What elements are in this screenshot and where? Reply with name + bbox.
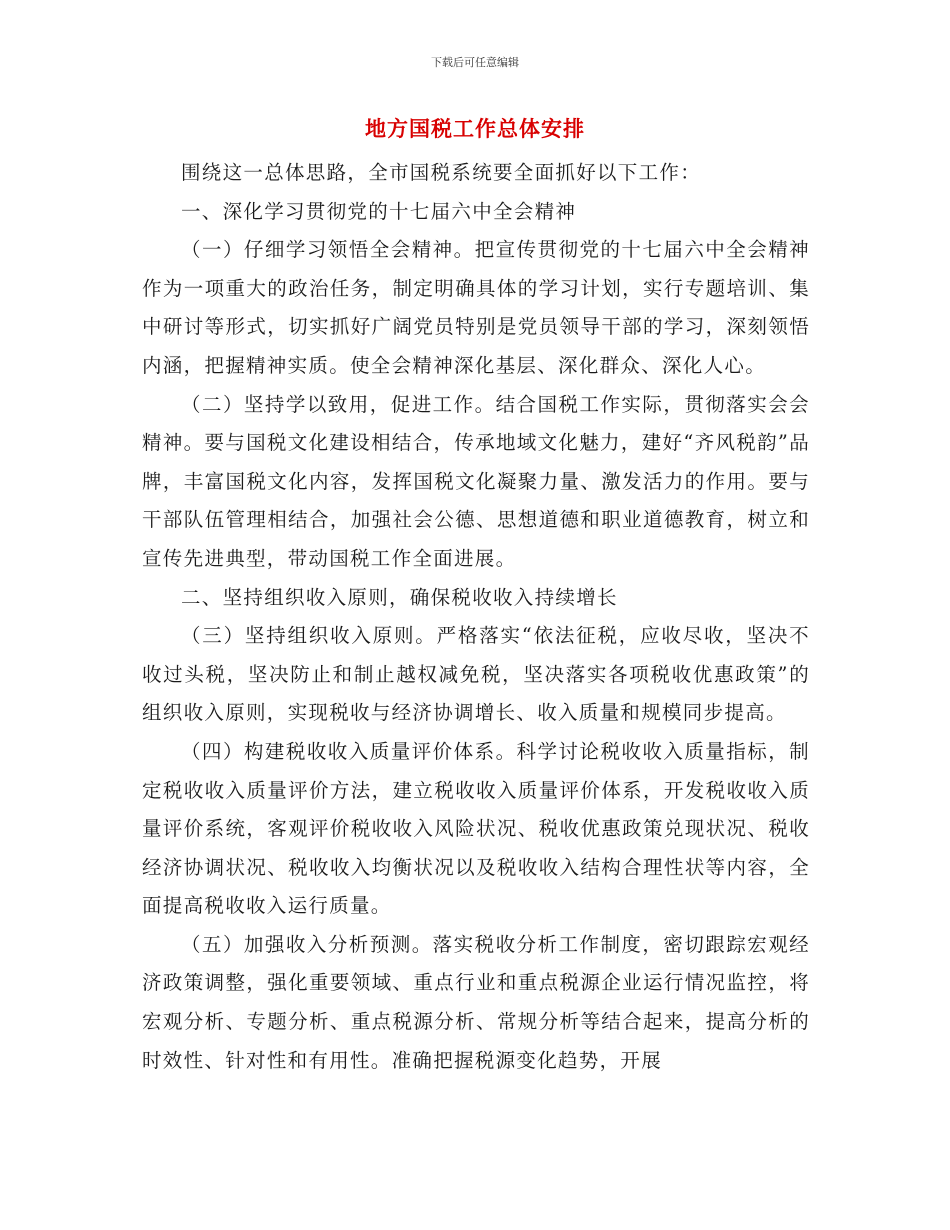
paragraph-item-3: （三）坚持组织收入原则。严格落实“依法征税，应收尽收，坚决不收过头税，坚决防止和制止越权减免税，坚决落实各项税收优惠政策”的组织收入原则，实现税收与经济协调增长、收入质量和规模同步提高。 — [142, 624, 810, 725]
paragraph-item-2: （二）坚持学以致用，促进工作。结合国税工作实际，贯彻落实会会精神。要与国税文化建设相结合，传承地域文化魅力，建好“齐风税韵”品牌，丰富国税文化内容，发挥国税文化凝聚力量、激发活力的作用。要与干部队伍管理相结合，加强社会公德、思想道德和职业道德教育，树立和宣传先进典型，带动国税工作全面进展。 — [142, 392, 810, 570]
section-heading-2: 二、坚持组织收入原则，确保税收收入持续增长 — [181, 585, 618, 609]
document-title: 地方国税工作总体安排 — [365, 117, 585, 141]
section-heading-1: 一、深化学习贯彻党的十七届六中全会精神 — [181, 199, 577, 223]
header-note: 下载后可任意编辑 — [431, 56, 519, 69]
paragraph-item-5: （五）加强收入分析预测。落实税收分析工作制度，密切跟踪宏观经济政策调整，强化重要领域、重点行业和重点税源企业运行情况监控，将宏观分析、专题分析、重点税源分析、常规分析等结合起来，提高分析的时效性、针对性和有用性。准确把握税源变化趋势，开展 — [142, 932, 810, 1072]
paragraph-item-4: （四）构建税收收入质量评价体系。科学讨论税收收入质量指标，制定税收收入质量评价方法，建立税收收入质量评价体系，开发税收收入质量评价系统，客观评价税收收入风险状况、税收优惠政策兑现状况、税收经济协调状况、税收收入均衡状况以及税收收入结构合理性状等内容，全面提高税收收入运行质量。 — [142, 739, 810, 918]
document-body — [142, 154, 810, 1080]
paragraph-item-1: （一）仔细学习领悟全会精神。把宣传贯彻党的十七届六中全会精神作为一项重大的政治任务，制定明确具体的学习计划，实行专题培训、集中研讨等形式，切实抓好广阔党员特别是党员领导干部的学习，深刻领悟内涵，把握精神实质。使全会精神深化基层、深化群众、深化人心。 — [142, 238, 810, 377]
intro-paragraph: 围绕这一总体思路，全市国税系统要全面抓好以下工作： — [181, 161, 702, 184]
